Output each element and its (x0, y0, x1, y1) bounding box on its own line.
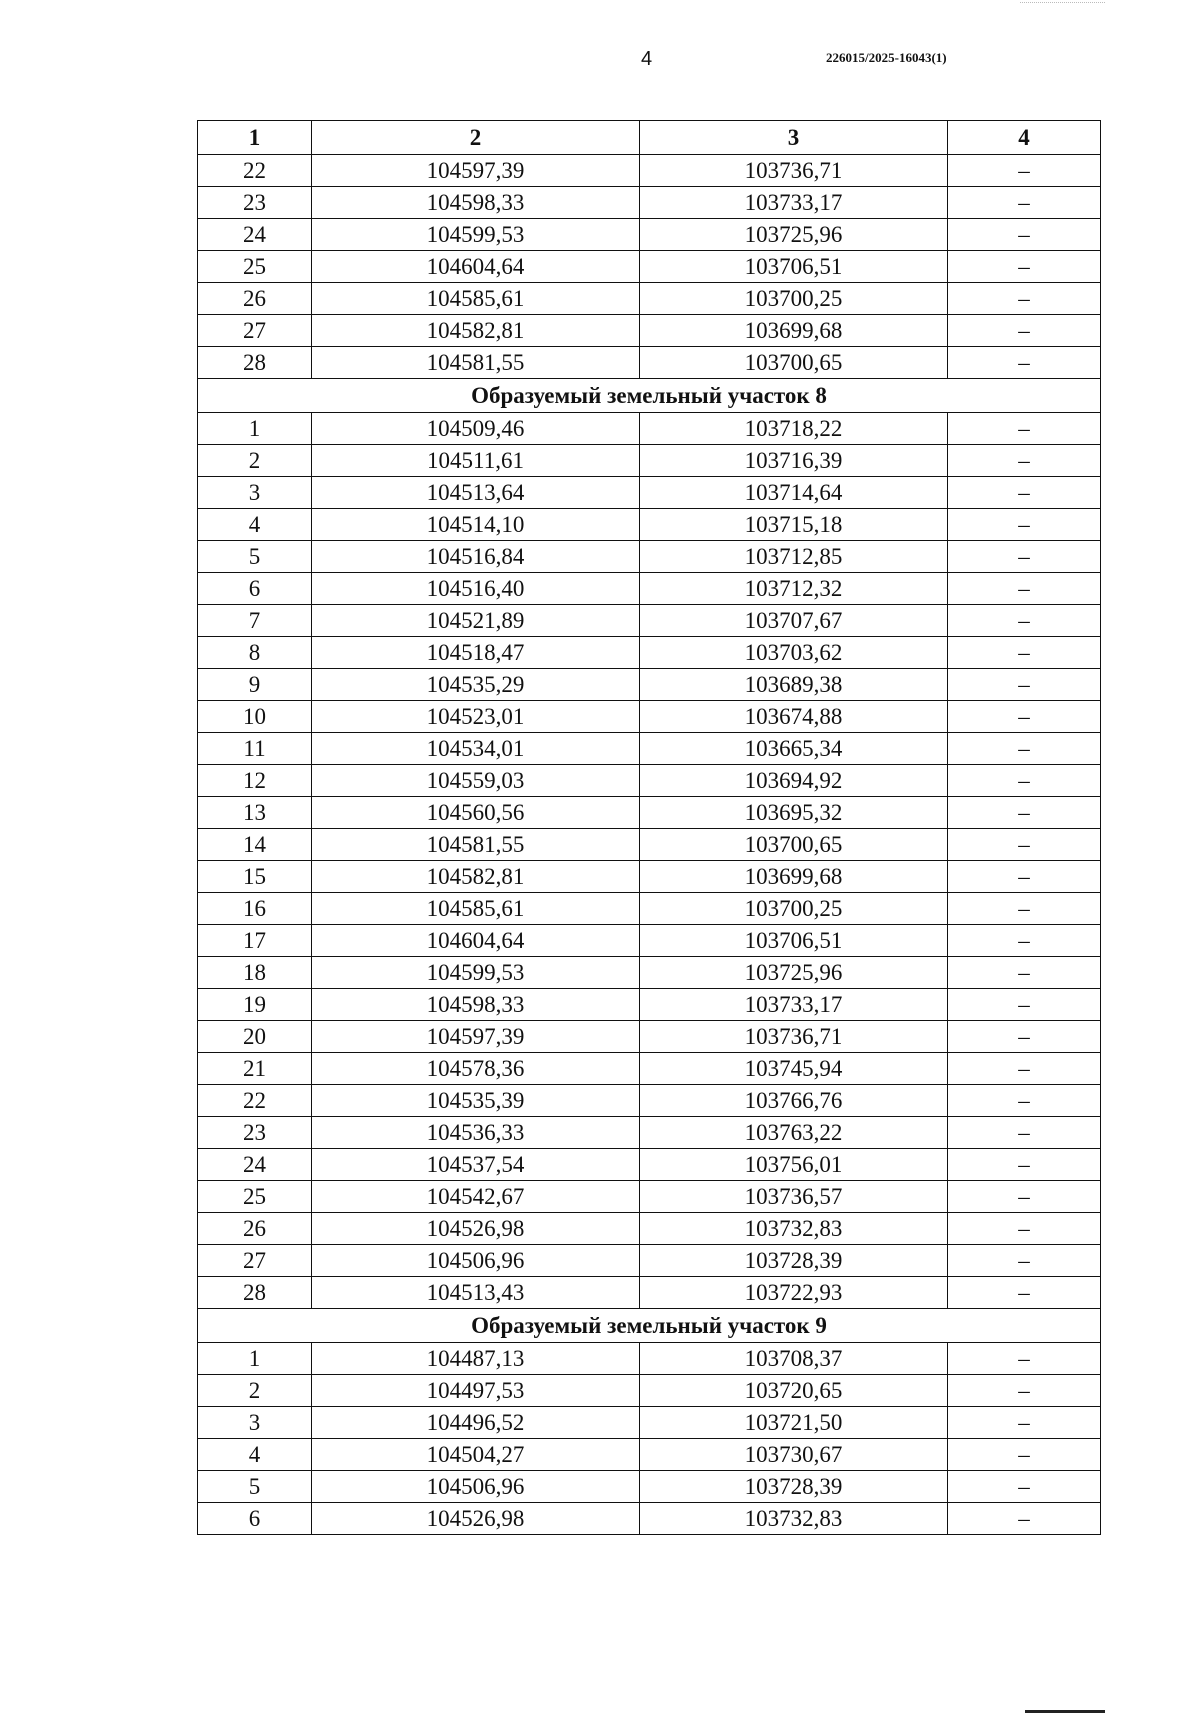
coordinates-table (197, 120, 1101, 1535)
point-number-cell: 13 (198, 797, 312, 829)
note-cell: – (948, 1213, 1101, 1245)
coordinate-y-cell: 103763,22 (640, 1117, 948, 1149)
coordinate-y-cell: 103703,62 (640, 637, 948, 669)
column-header: 1 (198, 121, 312, 155)
coordinate-y-cell: 103720,65 (640, 1375, 948, 1407)
coordinate-x-cell: 104509,46 (312, 413, 640, 445)
point-number-cell: 16 (198, 893, 312, 925)
point-number-cell: 9 (198, 669, 312, 701)
table-row (198, 1181, 1101, 1213)
point-number-cell: 27 (198, 315, 312, 347)
coordinate-x-cell: 104526,98 (312, 1213, 640, 1245)
section-heading-row (198, 379, 1101, 413)
point-number-cell: 26 (198, 283, 312, 315)
table-row (198, 1021, 1101, 1053)
table-row (198, 1343, 1101, 1375)
note-cell: – (948, 477, 1101, 509)
document-reference: 226015/2025-16043(1) (826, 50, 947, 65)
note-cell: – (948, 573, 1101, 605)
point-number-cell: 18 (198, 957, 312, 989)
note-cell: – (948, 1407, 1101, 1439)
coordinate-y-cell: 103699,68 (640, 315, 948, 347)
table-row (198, 283, 1101, 315)
note-cell: – (948, 829, 1101, 861)
table-row (198, 509, 1101, 541)
coordinate-x-cell: 104513,64 (312, 477, 640, 509)
point-number-cell: 12 (198, 765, 312, 797)
coordinate-x-cell: 104559,03 (312, 765, 640, 797)
point-number-cell: 7 (198, 605, 312, 637)
coordinate-x-cell: 104504,27 (312, 1439, 640, 1471)
coordinate-y-cell: 103712,32 (640, 573, 948, 605)
coordinate-y-cell: 103736,57 (640, 1181, 948, 1213)
table-row (198, 701, 1101, 733)
coordinate-y-cell: 103736,71 (640, 1021, 948, 1053)
note-cell: – (948, 509, 1101, 541)
coordinate-y-cell: 103694,92 (640, 765, 948, 797)
coordinate-y-cell: 103699,68 (640, 861, 948, 893)
coordinate-x-cell: 104581,55 (312, 829, 640, 861)
coordinate-y-cell: 103700,65 (640, 829, 948, 861)
coordinate-x-cell: 104523,01 (312, 701, 640, 733)
coordinate-y-cell: 103716,39 (640, 445, 948, 477)
coordinate-x-cell: 104582,81 (312, 861, 640, 893)
coordinate-y-cell: 103725,96 (640, 957, 948, 989)
coordinate-y-cell: 103756,01 (640, 1149, 948, 1181)
point-number-cell: 5 (198, 541, 312, 573)
note-cell: – (948, 413, 1101, 445)
table-row (198, 605, 1101, 637)
coordinate-y-cell: 103665,34 (640, 733, 948, 765)
coordinate-x-cell: 104535,39 (312, 1085, 640, 1117)
note-cell: – (948, 283, 1101, 315)
coordinate-x-cell: 104516,84 (312, 541, 640, 573)
point-number-cell: 5 (198, 1471, 312, 1503)
table-row (198, 893, 1101, 925)
coordinates-table-body (198, 121, 1101, 1535)
table-row (198, 477, 1101, 509)
coordinate-y-cell: 103718,22 (640, 413, 948, 445)
table-row (198, 1117, 1101, 1149)
note-cell: – (948, 701, 1101, 733)
note-cell: – (948, 445, 1101, 477)
note-cell: – (948, 1021, 1101, 1053)
point-number-cell: 10 (198, 701, 312, 733)
table-row (198, 1213, 1101, 1245)
table-row (198, 445, 1101, 477)
coordinate-y-cell: 103733,17 (640, 989, 948, 1021)
coordinate-y-cell: 103674,88 (640, 701, 948, 733)
coordinate-x-cell: 104497,53 (312, 1375, 640, 1407)
note-cell: – (948, 1117, 1101, 1149)
note-cell: – (948, 669, 1101, 701)
coordinate-y-cell: 103733,17 (640, 187, 948, 219)
coordinate-y-cell: 103730,67 (640, 1439, 948, 1471)
note-cell: – (948, 893, 1101, 925)
table-row (198, 1053, 1101, 1085)
scan-edge-mark (1025, 1710, 1105, 1713)
note-cell: – (948, 541, 1101, 573)
table-row (198, 219, 1101, 251)
point-number-cell: 1 (198, 413, 312, 445)
coordinate-x-cell: 104560,56 (312, 797, 640, 829)
note-cell: – (948, 251, 1101, 283)
table-row (198, 413, 1101, 445)
note-cell: – (948, 605, 1101, 637)
note-cell: – (948, 155, 1101, 187)
point-number-cell: 2 (198, 445, 312, 477)
table-row (198, 1149, 1101, 1181)
coordinate-y-cell: 103722,93 (640, 1277, 948, 1309)
table-row (198, 1085, 1101, 1117)
table-row (198, 1471, 1101, 1503)
coordinate-x-cell: 104534,01 (312, 733, 640, 765)
point-number-cell: 24 (198, 219, 312, 251)
coordinate-y-cell: 103728,39 (640, 1245, 948, 1277)
table-row (198, 797, 1101, 829)
table-row (198, 187, 1101, 219)
note-cell: – (948, 1245, 1101, 1277)
column-header: 2 (312, 121, 640, 155)
coordinate-x-cell: 104496,52 (312, 1407, 640, 1439)
column-header: 3 (640, 121, 948, 155)
point-number-cell: 26 (198, 1213, 312, 1245)
note-cell: – (948, 861, 1101, 893)
note-cell: – (948, 797, 1101, 829)
point-number-cell: 15 (198, 861, 312, 893)
table-row (198, 541, 1101, 573)
scan-edge-mark (1020, 2, 1105, 4)
table-row (198, 989, 1101, 1021)
table-row (198, 347, 1101, 379)
coordinate-x-cell: 104542,67 (312, 1181, 640, 1213)
page-number: 4 (641, 48, 653, 70)
table-row (198, 765, 1101, 797)
coordinate-x-cell: 104506,96 (312, 1471, 640, 1503)
table-header-row (198, 121, 1101, 155)
coordinate-x-cell: 104581,55 (312, 347, 640, 379)
point-number-cell: 28 (198, 1277, 312, 1309)
coordinate-y-cell: 103736,71 (640, 155, 948, 187)
table-row (198, 1439, 1101, 1471)
point-number-cell: 24 (198, 1149, 312, 1181)
note-cell: – (948, 957, 1101, 989)
table-row (198, 829, 1101, 861)
point-number-cell: 1 (198, 1343, 312, 1375)
coordinate-y-cell: 103689,38 (640, 669, 948, 701)
coordinate-x-cell: 104598,33 (312, 989, 640, 1021)
coordinate-x-cell: 104536,33 (312, 1117, 640, 1149)
point-number-cell: 4 (198, 1439, 312, 1471)
coordinate-x-cell: 104537,54 (312, 1149, 640, 1181)
note-cell: – (948, 989, 1101, 1021)
coordinate-x-cell: 104599,53 (312, 957, 640, 989)
coordinate-x-cell: 104599,53 (312, 219, 640, 251)
coordinate-x-cell: 104487,13 (312, 1343, 640, 1375)
coordinate-x-cell: 104597,39 (312, 1021, 640, 1053)
coordinate-y-cell: 103725,96 (640, 219, 948, 251)
coordinate-x-cell: 104604,64 (312, 251, 640, 283)
point-number-cell: 22 (198, 155, 312, 187)
note-cell: – (948, 1181, 1101, 1213)
coordinate-x-cell: 104597,39 (312, 155, 640, 187)
note-cell: – (948, 1343, 1101, 1375)
coordinate-y-cell: 103712,85 (640, 541, 948, 573)
table-row (198, 637, 1101, 669)
coordinate-x-cell: 104526,98 (312, 1503, 640, 1535)
point-number-cell: 23 (198, 1117, 312, 1149)
coordinate-x-cell: 104521,89 (312, 605, 640, 637)
coordinate-x-cell: 104578,36 (312, 1053, 640, 1085)
note-cell: – (948, 1085, 1101, 1117)
table-row (198, 1407, 1101, 1439)
table-row (198, 251, 1101, 283)
coordinate-x-cell: 104516,40 (312, 573, 640, 605)
coordinate-y-cell: 103766,76 (640, 1085, 948, 1117)
table-row (198, 861, 1101, 893)
coordinate-y-cell: 103700,25 (640, 283, 948, 315)
coordinate-y-cell: 103721,50 (640, 1407, 948, 1439)
coordinate-x-cell: 104506,96 (312, 1245, 640, 1277)
note-cell: – (948, 1149, 1101, 1181)
coordinate-y-cell: 103732,83 (640, 1213, 948, 1245)
point-number-cell: 21 (198, 1053, 312, 1085)
section-title: Образуемый земельный участок 9 (198, 1309, 1101, 1343)
table-row (198, 669, 1101, 701)
note-cell: – (948, 187, 1101, 219)
table-row (198, 573, 1101, 605)
coordinate-y-cell: 103745,94 (640, 1053, 948, 1085)
point-number-cell: 3 (198, 1407, 312, 1439)
coordinate-x-cell: 104585,61 (312, 283, 640, 315)
coordinate-y-cell: 103714,64 (640, 477, 948, 509)
note-cell: – (948, 315, 1101, 347)
point-number-cell: 14 (198, 829, 312, 861)
coordinate-y-cell: 103695,32 (640, 797, 948, 829)
table-row (198, 957, 1101, 989)
note-cell: – (948, 1375, 1101, 1407)
table-row (198, 1375, 1101, 1407)
point-number-cell: 2 (198, 1375, 312, 1407)
point-number-cell: 25 (198, 1181, 312, 1213)
coordinate-y-cell: 103728,39 (640, 1471, 948, 1503)
coordinate-y-cell: 103707,67 (640, 605, 948, 637)
note-cell: – (948, 1471, 1101, 1503)
table-row (198, 733, 1101, 765)
table-row (198, 155, 1101, 187)
coordinate-y-cell: 103732,83 (640, 1503, 948, 1535)
coordinate-y-cell: 103706,51 (640, 251, 948, 283)
table-row (198, 1245, 1101, 1277)
note-cell: – (948, 637, 1101, 669)
coordinate-x-cell: 104585,61 (312, 893, 640, 925)
coordinate-x-cell: 104518,47 (312, 637, 640, 669)
point-number-cell: 20 (198, 1021, 312, 1053)
point-number-cell: 6 (198, 1503, 312, 1535)
point-number-cell: 22 (198, 1085, 312, 1117)
coordinate-x-cell: 104582,81 (312, 315, 640, 347)
point-number-cell: 3 (198, 477, 312, 509)
coordinate-x-cell: 104514,10 (312, 509, 640, 541)
note-cell: – (948, 219, 1101, 251)
coordinate-x-cell: 104535,29 (312, 669, 640, 701)
table-row (198, 1503, 1101, 1535)
section-heading-row (198, 1309, 1101, 1343)
point-number-cell: 8 (198, 637, 312, 669)
coordinate-y-cell: 103700,65 (640, 347, 948, 379)
note-cell: – (948, 1053, 1101, 1085)
note-cell: – (948, 925, 1101, 957)
note-cell: – (948, 1439, 1101, 1471)
point-number-cell: 28 (198, 347, 312, 379)
coordinate-y-cell: 103700,25 (640, 893, 948, 925)
note-cell: – (948, 733, 1101, 765)
table-row (198, 925, 1101, 957)
point-number-cell: 25 (198, 251, 312, 283)
point-number-cell: 19 (198, 989, 312, 1021)
note-cell: – (948, 347, 1101, 379)
coordinate-x-cell: 104513,43 (312, 1277, 640, 1309)
coordinate-y-cell: 103708,37 (640, 1343, 948, 1375)
point-number-cell: 6 (198, 573, 312, 605)
coordinate-y-cell: 103706,51 (640, 925, 948, 957)
point-number-cell: 27 (198, 1245, 312, 1277)
point-number-cell: 11 (198, 733, 312, 765)
section-title: Образуемый земельный участок 8 (198, 379, 1101, 413)
point-number-cell: 17 (198, 925, 312, 957)
coordinate-x-cell: 104604,64 (312, 925, 640, 957)
note-cell: – (948, 1503, 1101, 1535)
column-header: 4 (948, 121, 1101, 155)
table-row (198, 1277, 1101, 1309)
point-number-cell: 4 (198, 509, 312, 541)
table-row (198, 315, 1101, 347)
coordinate-x-cell: 104598,33 (312, 187, 640, 219)
coordinate-y-cell: 103715,18 (640, 509, 948, 541)
point-number-cell: 23 (198, 187, 312, 219)
note-cell: – (948, 765, 1101, 797)
note-cell: – (948, 1277, 1101, 1309)
coordinate-x-cell: 104511,61 (312, 445, 640, 477)
